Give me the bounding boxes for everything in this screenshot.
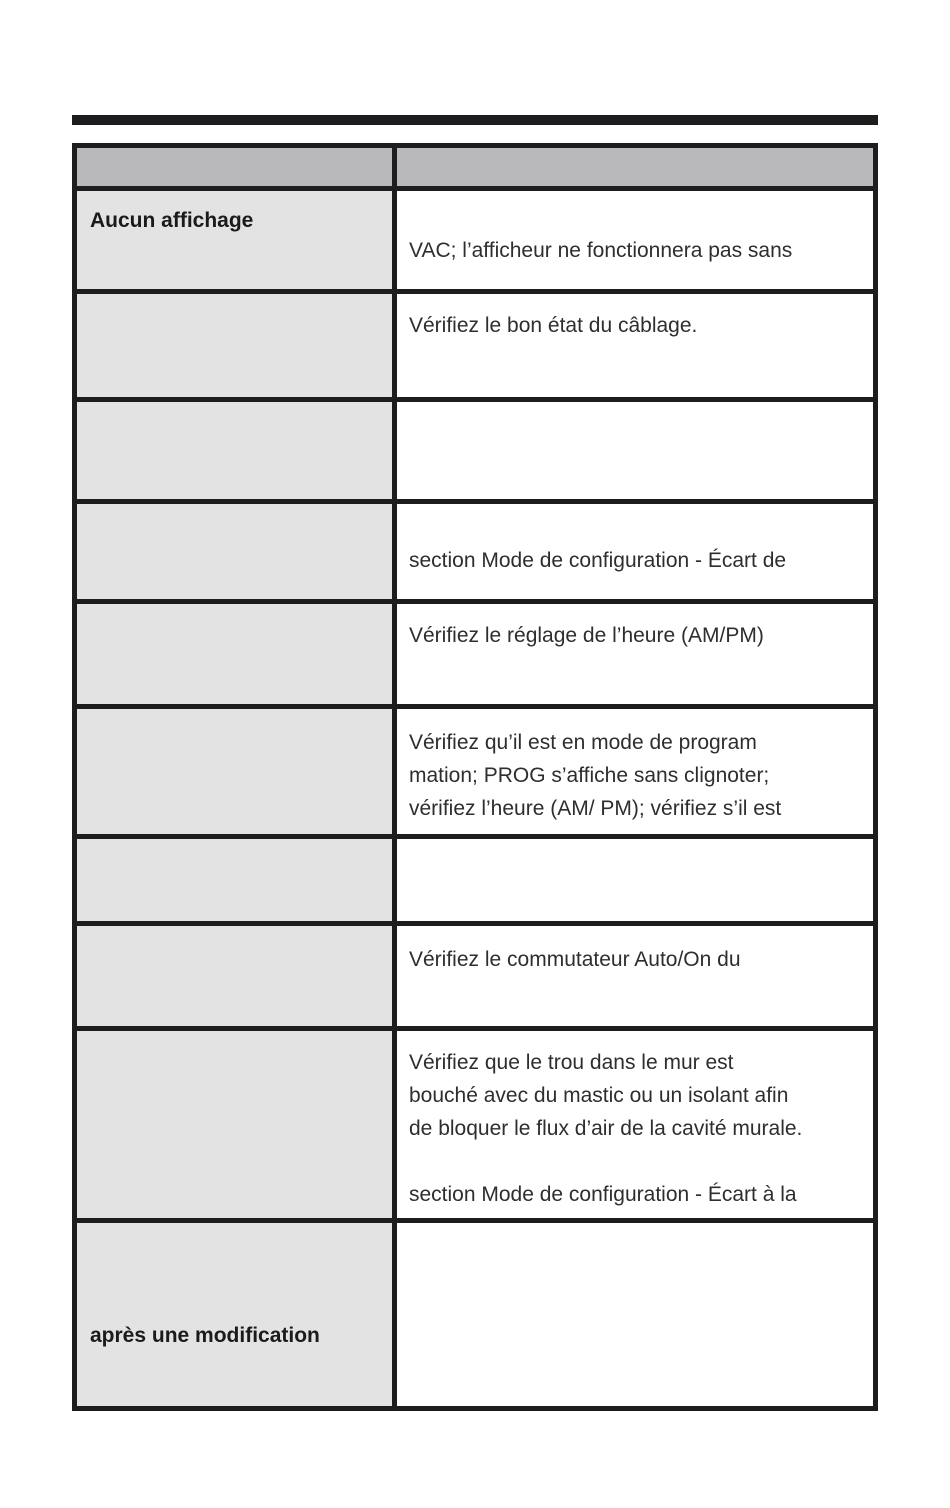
solution-line: vérifiez l’heure (AM/ PM); vérifiez s’il est [409,797,782,820]
solution-line: Vérifiez le bon état du câblage. [409,314,698,337]
solution-line: de bloquer le flux d’air de la cavité murale. [409,1117,803,1140]
table-row [77,1223,873,1406]
solution-cell [397,504,873,599]
problem-cell [77,604,397,704]
problem-cell [77,709,397,834]
solution-line: mation; PROG s’affiche sans clignoter; [409,764,770,787]
table-row [77,191,873,294]
solution-line: bouché avec du mastic ou un isolant afin [409,1084,789,1107]
table-header-row [77,148,873,191]
table-row [77,709,873,839]
table-row [77,839,873,926]
solution-cell [397,1223,873,1406]
solution-header-cell [397,148,873,186]
solution-cell [397,926,873,1026]
solution-line: section Mode de configuration - Écart de [409,549,787,572]
problem-cell: Aucun affichage [77,191,397,289]
problem-cell [77,926,397,1026]
section-divider-rule [72,115,878,125]
solution-line-spacer [409,1145,867,1178]
table-row [77,926,873,1031]
problem-cell [77,402,397,499]
problem-cell [77,504,397,599]
problem-cell [77,294,397,397]
table-row [77,1031,873,1223]
solution-line: Vérifiez le réglage de l’heure (AM/PM) [409,624,764,647]
solution-cell [397,191,873,289]
problem-header-cell [77,148,397,186]
solution-cell [397,294,873,397]
table-row [77,504,873,604]
solution-cell [397,604,873,704]
troubleshooting-table [72,143,878,1411]
solution-cell [397,402,873,499]
solution-cell [397,839,873,921]
table-row [77,604,873,709]
problem-cell [77,839,397,921]
problem-cell: après une modification [77,1223,397,1406]
problem-cell [77,1031,397,1218]
table-row [77,294,873,402]
solution-line: Vérifiez que le trou dans le mur est [409,1051,734,1074]
solution-cell [397,1031,873,1218]
solution-line: Vérifiez qu’il est en mode de program [409,731,757,754]
solution-line: section Mode de configuration - Écart à la [409,1183,797,1206]
solution-cell [397,709,873,834]
table-row [77,402,873,504]
solution-line: VAC; l’afficheur ne fonctionnera pas sans [409,239,793,262]
solution-line: Vérifiez le commutateur Auto/On du [409,948,741,971]
